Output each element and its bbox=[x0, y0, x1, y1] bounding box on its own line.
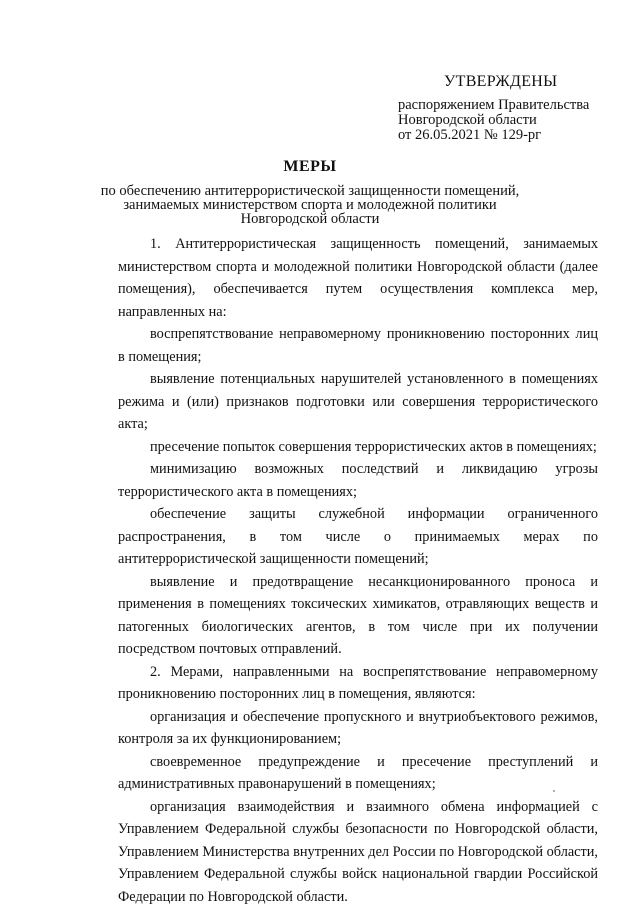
approval-line-3: от 26.05.2021 № 129-рг bbox=[398, 128, 613, 143]
document-title: МЕРЫ bbox=[100, 158, 520, 176]
approval-line-2: Новгородской области bbox=[398, 113, 613, 128]
document-subtitle-line-2: занимаемых министерством спорта и молодежной политики bbox=[100, 198, 520, 212]
paragraph-2: воспрепятствование неправомерному проникновению посторонних лиц в помещения; bbox=[118, 323, 598, 368]
approval-title: УТВЕРЖДЕНЫ bbox=[398, 74, 613, 89]
document-subtitle-line-3: Новгородской области bbox=[100, 212, 520, 226]
scan-dot-mark bbox=[553, 790, 555, 792]
paragraph-8: 2. Мерами, направленными на воспрепятствование неправомерному проникновению посторонних лиц в помещения, являются: bbox=[118, 661, 598, 706]
paragraph-10: своевременное предупреждение и пресечение преступлений и административных правонарушений в помещениях; bbox=[118, 751, 598, 796]
approval-line-1: распоряжением Правительства bbox=[398, 98, 613, 113]
paragraph-3: выявление потенциальных нарушителей установленного в помещениях режима и (или) признаков подготовки или совершения террористического акта; bbox=[118, 368, 598, 436]
paragraph-7: выявление и предотвращение несанкционированного проноса и применения в помещениях токсических химикатов, отравляющих веществ и патогенных биологических агентов, в том числе при их получении посредством почтовых отправлений. bbox=[118, 571, 598, 661]
paragraph-5: минимизацию возможных последствий и ликвидацию угрозы террористического акта в помещениях; bbox=[118, 458, 598, 503]
paragraph-9: организация и обеспечение пропускного и внутриобъектового режимов, контроля за их функционированием; bbox=[118, 706, 598, 751]
document-subtitle-line-1: по обеспечению антитеррористической защищенности помещений, bbox=[100, 184, 520, 198]
paragraph-11: организация взаимодействия и взаимного обмена информацией с Управлением Федеральной службы безопасности по Новгородской области, Управлением Министерства внутренних дел России по Новгородской области, Управлением Федеральной службы войск национальной гвардии Российской Федерации по Новгородской области. bbox=[118, 796, 598, 908]
paragraph-4: пресечение попыток совершения террористических актов в помещениях; bbox=[118, 436, 598, 459]
document-body bbox=[118, 233, 598, 908]
approval-block bbox=[398, 74, 613, 143]
paragraph-1: 1. Антитеррористическая защищенность помещений, занимаемых министерством спорта и молодежной политики Новгородской области (далее помещения), обеспечивается путем осуществления комплекса мер, направленных на: bbox=[118, 233, 598, 323]
paragraph-6: обеспечение защиты служебной информации ограниченного распространения, в том числе о принимаемых мерах по антитеррористической защищенности помещений; bbox=[118, 503, 598, 571]
document-heading bbox=[100, 158, 520, 226]
